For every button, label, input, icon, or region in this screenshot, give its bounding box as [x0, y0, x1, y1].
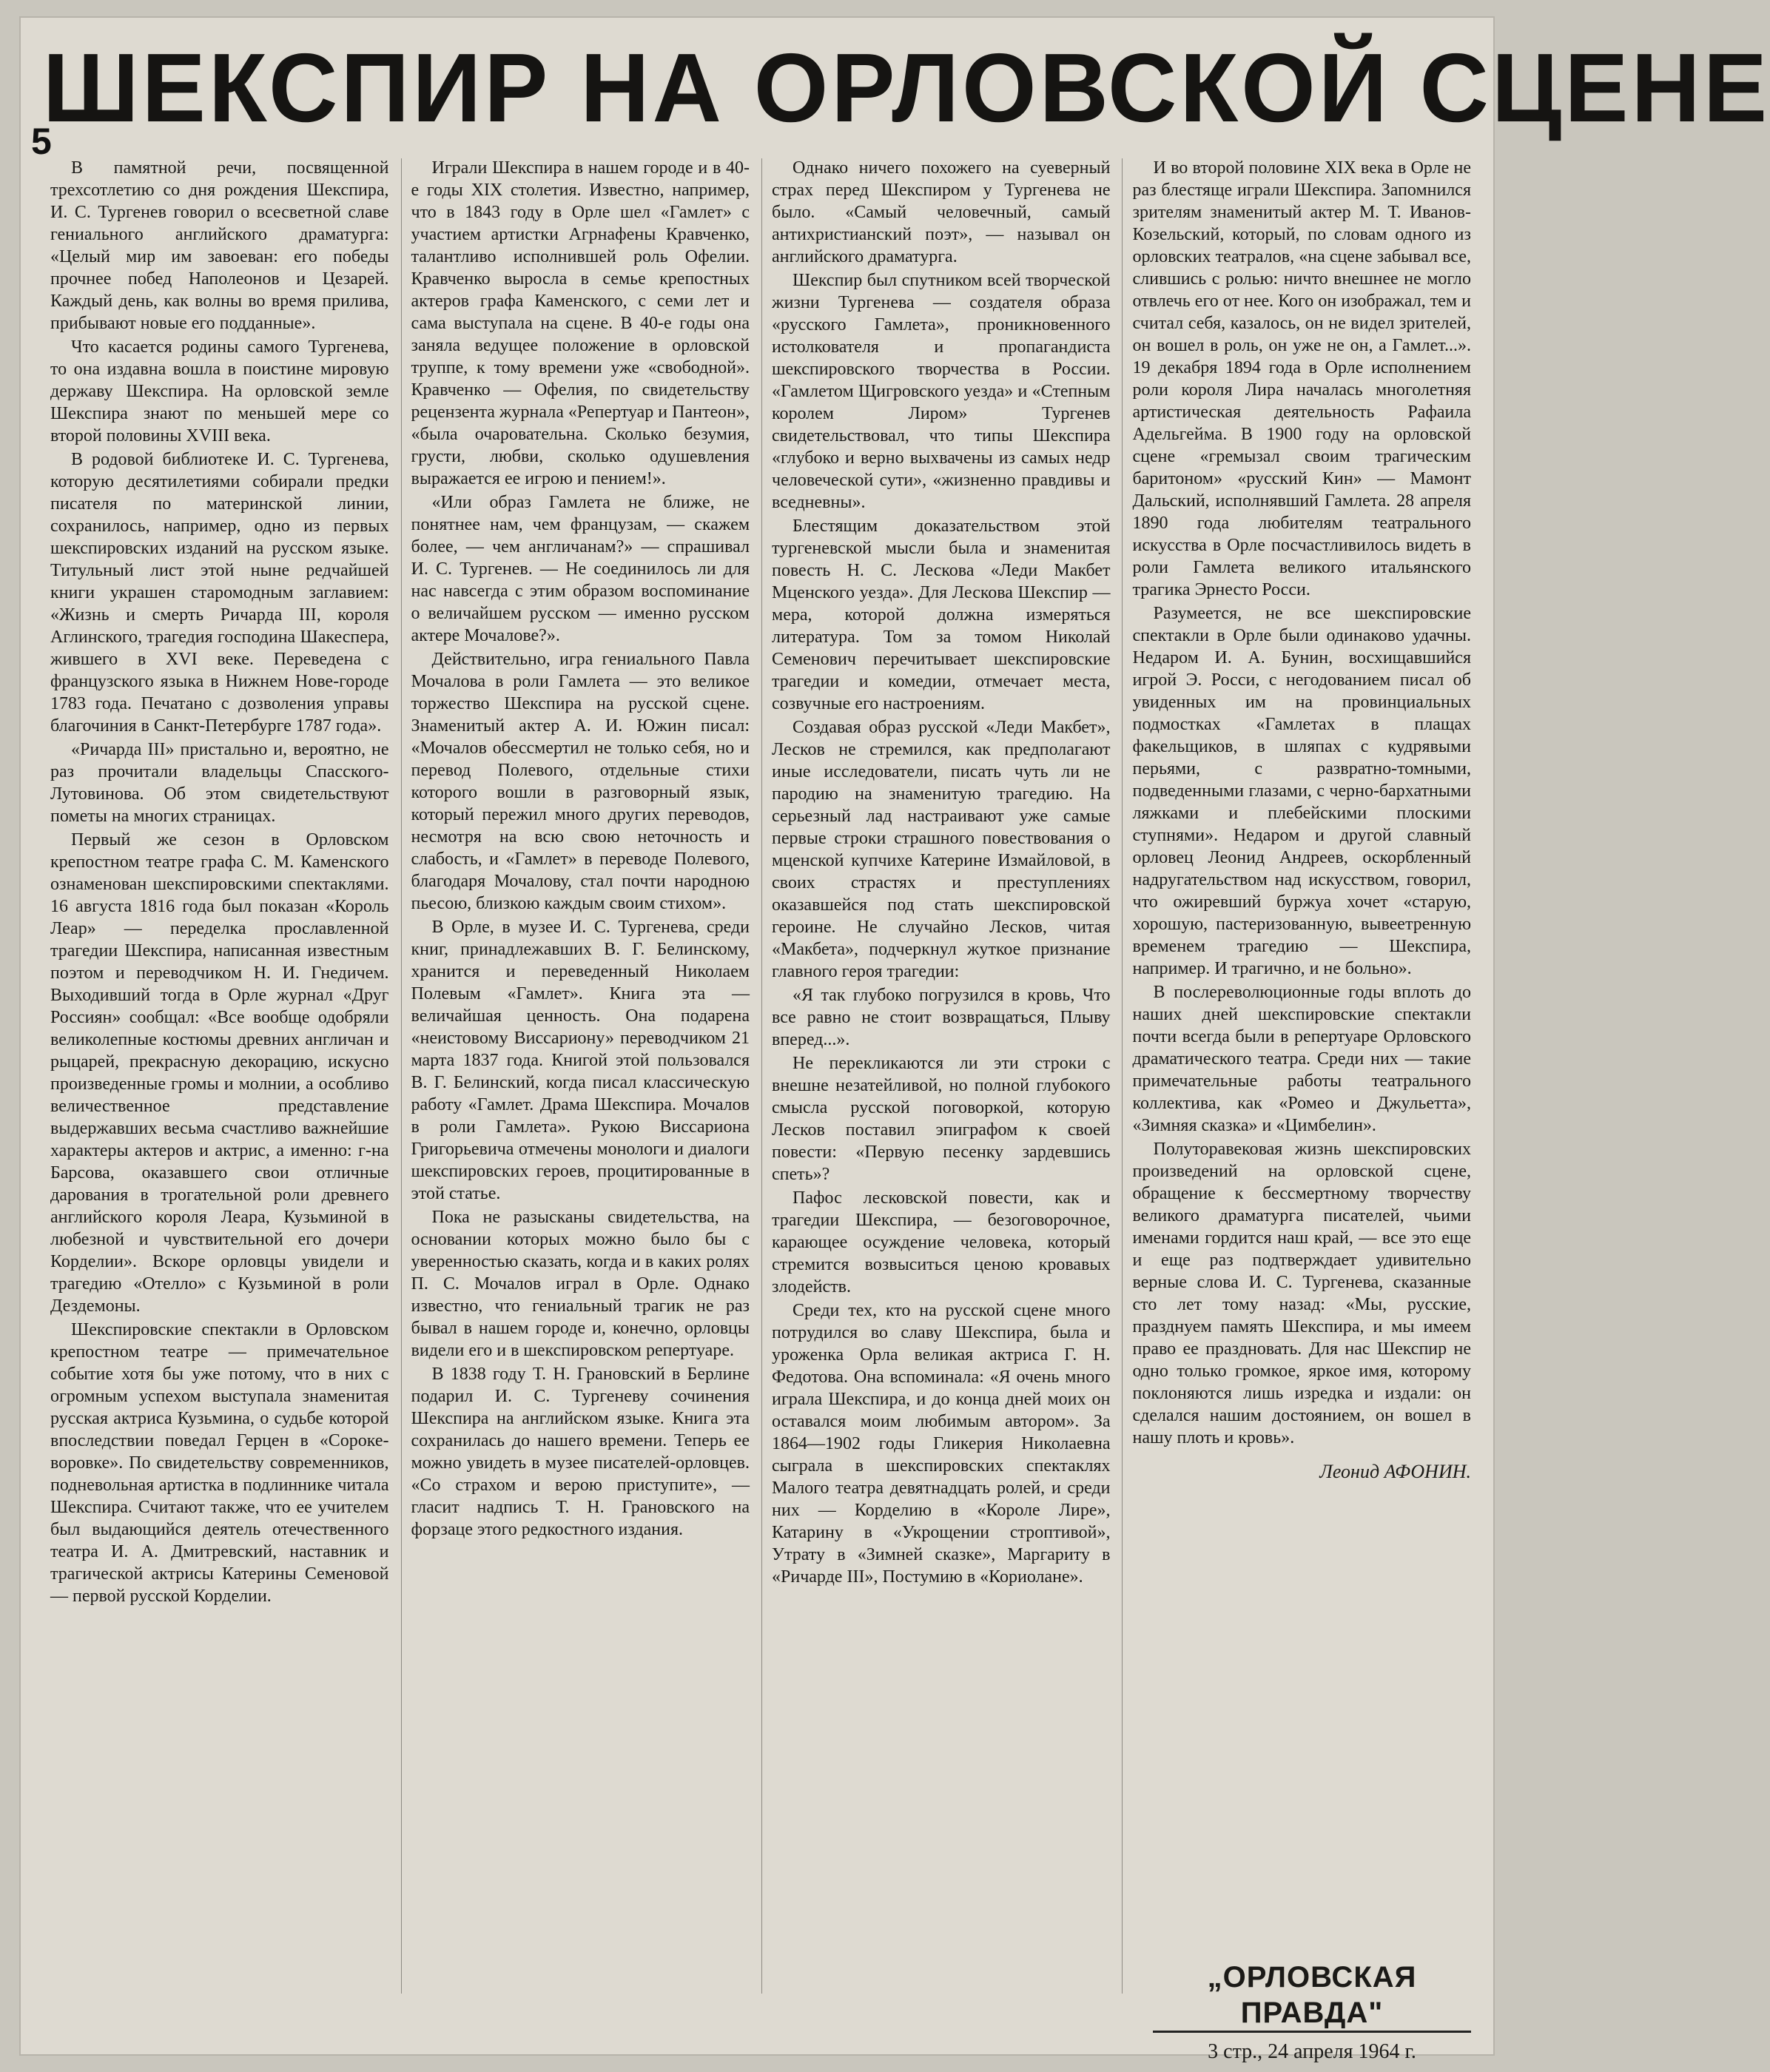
- paragraph: Пока не разысканы свидетельства, на основании которых можно было бы с уверенностью сказать, когда и в каких ролях П. С. Мочалов играл в Орле. Однако известно, что гениальный трагик не раз бывал в нашем городе и, конечно, орловцы видели его и в шекспировском репертуаре.: [411, 1208, 750, 1360]
- paragraph: Блестящим доказательством этой тургеневской мысли была и знаменитая повесть Н. С. Лескова «Леди Макбет Мценского уезда». Для Лескова Шекспир — мера, которой должна измеряться литература. Том за томом Николай Семенович перечитывает шекспировские трагедии и комедии, отмечает места, созвучные его настроениям.: [772, 517, 1111, 713]
- paragraph: Однако ничего похожего на суеверный страх перед Шекспиром у Тургенева не было. «Самый человечный, самый антихристианский поэт», — называл он английского драматурга.: [772, 158, 1111, 266]
- paragraph: «Я так глубоко погрузился в кровь, Что все равно не стоит возвращаться, Плыву вперед...».: [772, 986, 1111, 1049]
- paragraph: Что касается родины самого Тургенева, то она издавна вошла в поистине мировую державу Шекспира. На орловской земле Шекспира знают по меньшей мере со второй половины XVIII века.: [50, 337, 389, 445]
- paragraph: Играли Шекспира в нашем городе и в 40-е годы XIX столетия. Известно, например, что в 1843 году в Орле шел «Гамлет» с участием артистки Агрнафены Кравченко, талантливо исполнившей роль Офелии. Кравченко выросла в семье крепостных актеров графа Каменского, с семи лет и сама выступала на сцене. В 40-е годы она заняла ведущее положение в орловской труппе, к тому времени уже «свободной». Кравченко — Офелия, по свидетельству рецензента журнала «Репертуар и Пантеон», «была очаровательна. Сколько безумия, грусти, любви, сколько одушевления выражается ее игрою и пением!».: [411, 158, 750, 488]
- paragraph: В 1838 году Т. Н. Грановский в Берлине подарил И. С. Тургеневу сочинения Шекспира на английском языке. Книга эта сохранилась до нашего времени. Теперь ее можно увидеть в музее писателей-орловцев. «Со страхом и верою приступите», — гласит надпись Т. Н. Грановского на форзаце этого редкостного издания.: [411, 1365, 750, 1539]
- paragraph: «Или образ Гамлета не ближе, не понятнее нам, чем французам, — скажем более, — чем англичанам?» — спрашивал И. С. Тургенев. — Не соединилось ли для нас навсегда с этим образом воспоминание о величайшем русском — именно русском актере Мочалове?».: [411, 493, 750, 645]
- page-number: 5: [31, 121, 52, 162]
- paragraph: Разумеется, не все шекспировские спектакли в Орле были одинаково удачны. Недаром И. А. Бунин, восхищавшийся игрой Э. Росси, с негодованием писал об увиденных им на провинциальных подмостках «Гамлетах в плащах факельщиков, в шляпах с кудрявыми перьями, с развратно-томными, подведенными глазами, с черно-бархатными ляжками и плебейскими плоскими ступнями». Недаром и другой славный орловец Леонид Андреев, оскорбленный надругательством над искусством, говорил, что ожиревший буржуа хочет «старую, хорошую, пастеризованную, вывеетренную временем трагедию — Шекспира, например. И трагично, и не больно».: [1132, 604, 1471, 978]
- column-4-paragraphs: [1133, 157, 1472, 1449]
- column-3: [772, 157, 1111, 1992]
- column-1: [50, 157, 389, 1992]
- paragraph: Создавая образ русской «Леди Макбет», Лесков не стремился, как предполагают иные исследователи, писать чуть ли не пародию на знаменитую трагедию. На серьезный лад настраивают уже самые первые строки страшного повествования о мценской купчихе Катерине Измайловой, в своих страстях и преступлениях оказавшейся под стать шекспировской героине. Не случайно Лесков, читая «Макбета», подчеркнул жуткое признание главного героя трагедии:: [772, 718, 1111, 981]
- paragraph: Шекспировские спектакли в Орловском крепостном театре — примечательное событие хотя бы уже потому, что в них с огромным успехом выступала знаменитая русская актриса Кузьмина, о судьбе которой впоследствии поведал Герцен в «Сороке-воровке». По свидетельству современников, подневольная артистка в подлиннике читала Шекспира. Считают также, что ее учителем был выдающийся деятель отечественного театра И. А. Дмитревский, наставник и трагической актрисы Катерины Семеновой — первой русской Корделии.: [50, 1320, 389, 1606]
- newspaper-clipping: [21, 18, 1770, 2063]
- publication-date: 3 стр., 24 апреля 1964 г.: [1208, 2040, 1416, 2063]
- newspaper-name: „ОРЛОВСКАЯ ПРАВДА": [1153, 1960, 1471, 2033]
- paragraph: В послереволюционные годы вплоть до наших дней шекспировские спектакли почти всегда были в репертуаре Орловского драматического театра. Среди них — такие примечательные работы театрального коллектива, как «Ромео и Джульетта», «Зимняя сказка» и «Цимбелин».: [1132, 983, 1471, 1135]
- paragraph: Первый же сезон в Орловском крепостном театре графа С. М. Каменского ознаменован шекспировскими спектаклями. 16 августа 1816 года был показан «Король Леар» — переделка прославленной трагедии Шекспира, написанная известным поэтом и переводчиком Н. И. Гнедичем. Выходивший тогда в Орле журнал «Друг Россиян» сообщал: «Все вообще одобряли великолепные костюмы древних англичан и рыцарей, прекрасную декорацию, искусно произведенные громы и молнии, а особливо величественное представление выдержавших весьма счастливо важнейшие характеры актеров и актрис, а именно: г-на Барсова, оказавшего свои отличные дарования в трогательной роли древнего английского короля Леара, Кузьминой в любезной и чувствительной его дочери Корделии». Вскоре орловцы увидели и трагедию «Отелло» с Кузьминой в роли Дездемоны.: [50, 830, 389, 1316]
- author-signature: Леонид АФОНИН.: [1319, 1461, 1471, 1482]
- paragraph: И во второй половине XIX века в Орле не раз блестяще играли Шекспира. Запомнился зрителям знаменитый актер М. Т. Иванов-Козельский, который, по словам одного из орловских театралов, «на сцене забывал все, слившись с ролью: ничто внешнее не могло отвлечь его от нее. Кого он изображал, тем и считал себя, казалось, он не видел зрителей, он вошел в роль, он уже не он, а Гамлет...». 19 декабря 1894 года в Орле исполнением роли короля Лира началась многолетняя артистическая деятельность Рафаила Адельгейма. В 1900 году на орловской сцене «гремызал своим трагическим баритоном» «русский Кин» — Мамонт Дальский, исполнявший Гамлета. 28 апреля 1890 года любителям театрального искусства в Орле посчастливилось видеть в роли Гамлета великого итальянского трагика Эрнесто Росси.: [1132, 158, 1471, 599]
- paragraph: Среди тех, кто на русской сцене много потрудился во славу Шекспира, была и уроженка Орла великая актриса Г. Н. Федотова. Она вспоминала: «Я очень много играла Шекспира, и до конца дней моих он оставался моим любимым автором». За 1864—1902 годы Гликерия Николаевна сыграла в шекспировских спектаклях Малого театра девятнадцать ролей, и среди них — Корделию в «Короле Лире», Катарину в «Укрощении строптивой», Утрату в «Зимней сказке», Маргариту в «Ричарде III», Постумию в «Кориолане».: [772, 1301, 1111, 1587]
- paragraph: В памятной речи, посвященной трехсотлетию со дня рождения Шекспира, И. С. Тургенев говорил о всесветной славе гениального английского драматурга: «Целый мир им завоеван: его победы прочнее побед Наполеонов и Цезарей. Каждый день, как волны во время прилива, прибывают новые его подданные».: [50, 158, 389, 333]
- column-4: [1133, 157, 1472, 1992]
- article-title: ШЕКСПИР НА ОРЛОВСКОЙ СЦЕНЕ: [42, 33, 1770, 142]
- paragraph: В родовой библиотеке И. С. Тургенева, которую десятилетиями собирали предки писателя по материнской линии, сохранилось, например, одно из первых шекспировских изданий на русском языке. Титульный лист этой ныне редчайшей книги украшен старомодным заглавием: «Жизнь и смерть Ричарда III, короля Аглинского, трагедия господина Шакеспера, жившего в XVI веке. Переведена с французского языка в Нижнем Нове-городе 1783 года. Печатано с дозволения управы благочиния в Санкт-Петербурге 1787 года».: [50, 450, 389, 736]
- paragraph: Не перекликаются ли эти строки с внешне незатейливой, но полной глубокого смысла русской поговоркой, которую Лесков поставил эпиграфом к своей повести: «Первую песенку зардевшись спеть»?: [772, 1054, 1111, 1184]
- article-body: [50, 157, 1471, 1992]
- column-2: [411, 157, 750, 1992]
- paragraph: В Орле, в музее И. С. Тургенева, среди книг, принадлежавших В. Г. Белинскому, хранится и переведенный Николаем Полевым «Гамлет». Книга эта — величайшая ценность. Она подарена «неистовому Виссариону» переводчиком 21 марта 1837 года. Книгой этой пользовался В. Г. Белинский, когда писал классическую работу «Гамлет. Драма Шекспира. Мочалов в роли Гамлета». Рукою Виссариона Григорьевича отмечены монологи и диалоги шекспировских героев, процитированные в этой статье.: [411, 918, 750, 1203]
- source-credit: [1153, 1960, 1471, 2063]
- paragraph: «Ричарда III» пристально и, вероятно, не раз прочитали владельцы Спасского-Лутовинова. Об этом свидетельствуют пометы на многих страницах.: [50, 740, 389, 826]
- paragraph: Пафос лесковской повести, как и трагедии Шекспира, — безоговорочное, карающее осуждение человека, который стремится возвыситься ценою кровавых злодейств.: [772, 1188, 1111, 1296]
- paragraph: Действительно, игра гениального Павла Мочалова в роли Гамлета — это великое торжество Шекспира на русской сцене. Знаменитый актер А. И. Южин писал: «Мочалов обессмертил не только себя, но и перевод Полевого, отдельные стихи которого вошли в разговорный язык, который пережил много других переводов, несмотря на всю свою неточность и слабость, и «Гамлет» в переводе Полевого, благодаря Мочалову, стал почти народною пьесою, близкою каждым своим стихом».: [411, 650, 750, 913]
- paragraph: Шекспир был спутником всей творческой жизни Тургенева — создателя образа «русского Гамлета», проникновенного истолкователя и пропагандиста шекспировского творчества в России. «Гамлетом Щигровского уезда» и «Степным королем Лиром» Тургенев свидетельствовал, что типы Шекспира «глубоко и верно выхвачены из самых недр человеческой сути», «жизненно правдивы и вседневны».: [772, 271, 1111, 512]
- paragraph: Полуторавековая жизнь шекспировских произведений на орловской сцене, обращение к бессмертному творчеству великого драматурга писателей, чьими именами гордится наш край, — все это еще и еще раз подтверждает удивительно верные слова И. С. Тургенева, сказанные сто лет тому назад: «Мы, русские, празднуем память Шекспира, и мы имеем право ее праздновать. Для нас Шекспир не одно только громкое, яркое имя, которому поклоняются лишь изредка и издали: он сделался нашим достоянием, он вошел в нашу плоть и кровь».: [1132, 1140, 1471, 1447]
